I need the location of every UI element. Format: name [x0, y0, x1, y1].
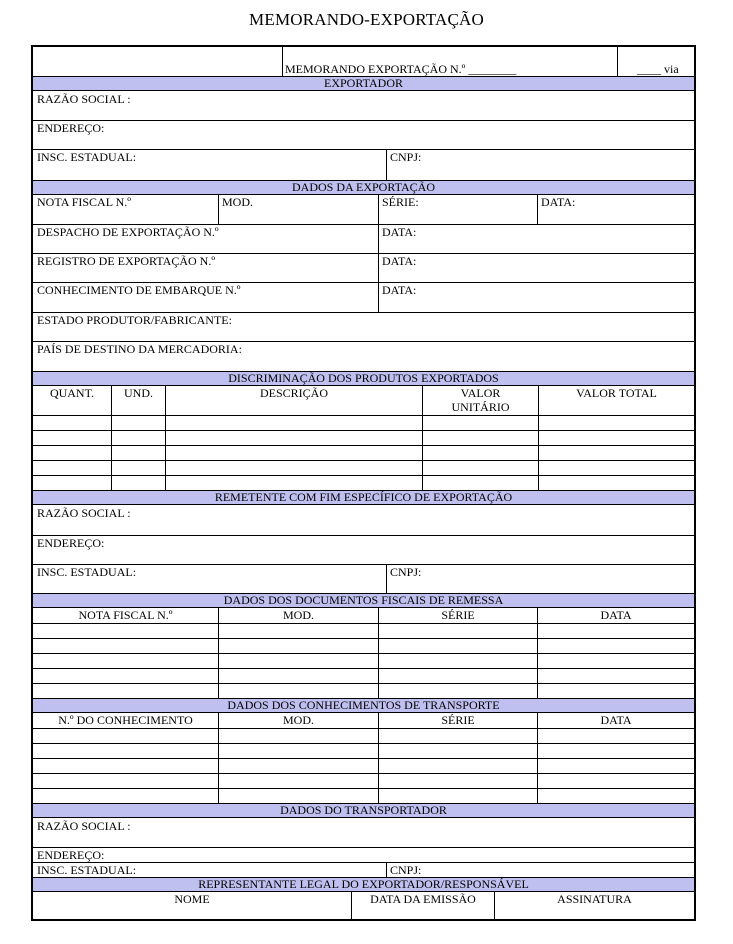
col-data: DATA — [600, 608, 632, 622]
memo-number-field[interactable]: MEMORANDO EXPORTAÇÃO N.º ________ — [285, 62, 517, 76]
divider — [537, 194, 538, 224]
divider — [282, 47, 283, 76]
memorando-form — [31, 45, 696, 921]
remetente-cnpj-field[interactable]: CNPJ: — [390, 565, 422, 579]
col-descricao: DESCRIÇÃO — [259, 386, 328, 400]
section-remetente: REMETENTE COM FIM ESPECÍFICO DE EXPORTAÇÃO — [33, 490, 694, 505]
table-row[interactable] — [33, 773, 694, 774]
table-row[interactable] — [33, 445, 694, 446]
transportador-endereco-field[interactable]: ENDEREÇO: — [37, 848, 105, 862]
section-remessa: DADOS DOS DOCUMENTOS FISCAIS DE REMESSA — [33, 593, 694, 608]
exportador-endereco-field[interactable]: ENDEREÇO: — [37, 121, 105, 135]
via-field[interactable]: ____ via — [637, 62, 679, 76]
col-mod: MOD. — [282, 608, 314, 622]
table-row[interactable] — [33, 758, 694, 759]
transportador-razao-social-field[interactable]: RAZÃO SOCIAL : — [37, 819, 131, 833]
despacho-data-field[interactable]: DATA: — [382, 225, 417, 239]
col-nome[interactable]: NOME — [174, 892, 210, 906]
conhecimento-data-field[interactable]: DATA: — [382, 283, 417, 297]
remetente-razao-social-field[interactable]: RAZÃO SOCIAL : — [37, 506, 131, 520]
col-conhecimento: N.º DO CONHECIMENTO — [58, 713, 193, 727]
transportador-cnpj-field[interactable]: CNPJ: — [390, 863, 422, 877]
nota-fiscal-field[interactable]: NOTA FISCAL N.º — [37, 195, 131, 209]
table-row[interactable] — [33, 430, 694, 431]
conhecimento-embarque-field[interactable]: CONHECIMENTO DE EMBARQUE N.º — [37, 283, 241, 297]
col-nota-fiscal: NOTA FISCAL N.º — [78, 608, 173, 622]
col-mod: MOD. — [282, 713, 314, 727]
col-data: DATA — [600, 713, 632, 727]
divider — [218, 194, 219, 224]
mod-field[interactable]: MOD. — [222, 195, 254, 209]
divider — [386, 564, 387, 594]
col-data-emissao[interactable]: DATA DA EMISSÃO — [370, 892, 476, 906]
col-valor-total: VALOR TOTAL — [576, 386, 657, 400]
section-produtos: DISCRIMINAÇÃO DOS PRODUTOS EXPORTADOS — [33, 371, 694, 386]
table-row[interactable] — [33, 788, 694, 789]
section-representante: REPRESENTANTE LEGAL DO EXPORTADOR/RESPONSÁVEL — [33, 877, 694, 892]
divider — [617, 47, 618, 76]
divider — [386, 862, 387, 877]
divider — [386, 149, 387, 180]
row-line — [33, 535, 694, 536]
data-field[interactable]: DATA: — [541, 195, 576, 209]
col-valor-unitario-2: UNITÁRIO — [451, 400, 510, 414]
table-row[interactable] — [33, 653, 694, 654]
table-row[interactable] — [33, 668, 694, 669]
row-line — [33, 847, 694, 848]
col-assinatura[interactable]: ASSINATURA — [557, 892, 632, 906]
table-row[interactable] — [33, 743, 694, 744]
row-line — [33, 120, 694, 121]
despacho-field[interactable]: DESPACHO DE EXPORTAÇÃO N.º — [37, 225, 219, 239]
remetente-endereco-field[interactable]: ENDEREÇO: — [37, 536, 105, 550]
exportador-cnpj-field[interactable]: CNPJ: — [390, 150, 422, 164]
registro-field[interactable]: REGISTRO DE EXPORTAÇÃO N.º — [37, 254, 216, 268]
transportador-insc-estadual-field[interactable]: INSC. ESTADUAL: — [37, 863, 137, 877]
table-row[interactable] — [33, 683, 694, 684]
exportador-insc-estadual-field[interactable]: INSC. ESTADUAL: — [37, 150, 137, 164]
registro-data-field[interactable]: DATA: — [382, 254, 417, 268]
table-row[interactable] — [33, 623, 694, 624]
section-exportador: EXPORTADOR — [33, 76, 694, 91]
col-serie: SÉRIE — [441, 713, 475, 727]
table-row[interactable] — [33, 475, 694, 476]
table-row[interactable] — [33, 728, 694, 729]
section-transporte: DADOS DOS CONHECIMENTOS DE TRANSPORTE — [33, 698, 694, 713]
table-row[interactable] — [33, 415, 694, 416]
pais-destino-field[interactable]: PAÍS DE DESTINO DA MERCADORIA: — [37, 342, 242, 356]
col-serie: SÉRIE — [441, 608, 475, 622]
page-title: MEMORANDO-EXPORTAÇÃO — [249, 10, 484, 29]
estado-produtor-field[interactable]: ESTADO PRODUTOR/FABRICANTE: — [37, 313, 232, 327]
section-dados-exportacao: DADOS DA EXPORTAÇÃO — [33, 180, 694, 195]
table-row[interactable] — [33, 638, 694, 639]
col-valor-unitario-1: VALOR — [460, 386, 501, 400]
remetente-insc-estadual-field[interactable]: INSC. ESTADUAL: — [37, 565, 137, 579]
table-row[interactable] — [33, 460, 694, 461]
exportador-razao-social-field[interactable]: RAZÃO SOCIAL : — [37, 92, 131, 106]
serie-field[interactable]: SÉRIE: — [382, 195, 419, 209]
col-quant: QUANT. — [49, 386, 95, 400]
section-transportador: DADOS DO TRANSPORTADOR — [33, 803, 694, 818]
col-und: UND. — [124, 386, 153, 400]
